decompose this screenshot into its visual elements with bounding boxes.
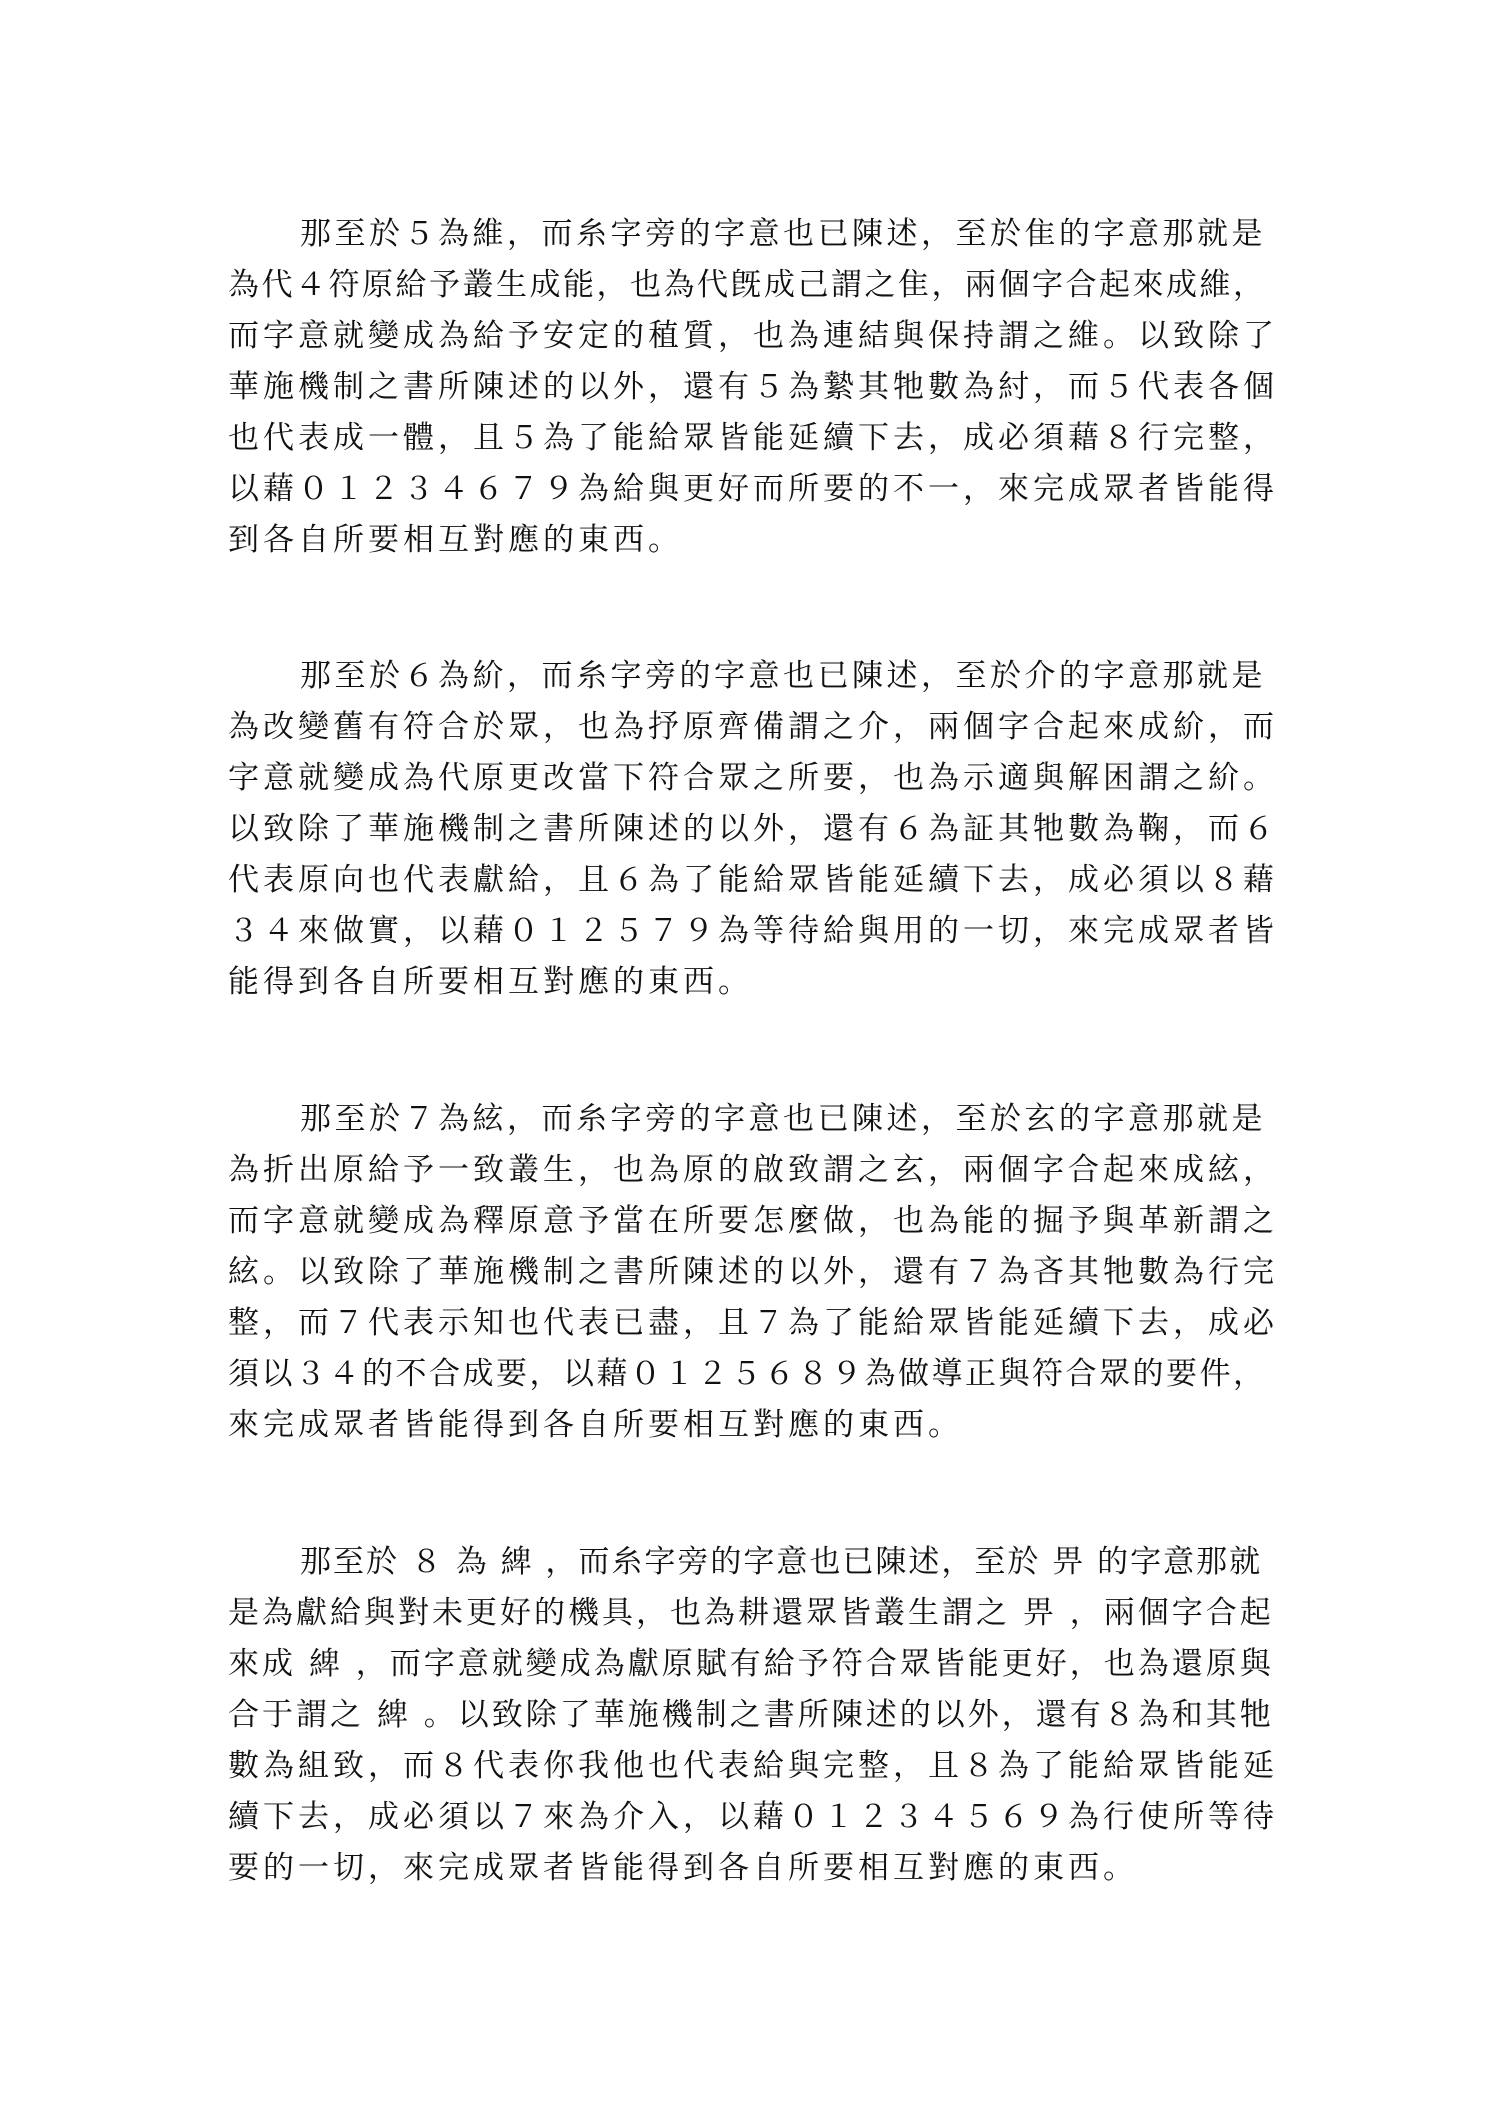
paragraph-line: 為折出原給予一致叢生，也為原的啟致謂之玄，兩個字合起來成絃， — [228, 1152, 1278, 1188]
paragraph-line: 那至於６為紒，而糸字旁的字意也已陳述，至於介的字意那就是 — [300, 658, 1266, 694]
paragraph-5-wei — [228, 209, 1278, 566]
paragraph-line: 而字意就變成為給予安定的稙質，也為連結與保持謂之維。以致除了 — [228, 318, 1278, 354]
paragraph-line: 代表原向也代表獻給，且６為了能給眾皆能延續下去，成必須以８藉 — [228, 862, 1278, 898]
paragraph-line: 華施機制之書所陳述的以外，還有５為縶其牠數為紂，而５代表各個 — [228, 369, 1278, 405]
paragraph-line: 那至於７為絃，而糸字旁的字意也已陳述，至於玄的字意那就是 — [300, 1101, 1266, 1137]
paragraph-line: 那至於５為維，而糸字旁的字意也已陳述，至於隹的字意那就是 — [300, 216, 1266, 252]
paragraph-line: 為改變舊有符合於眾，也為抒原齊備謂之介，兩個字合起來成紒，而 — [228, 709, 1278, 745]
paragraph-line: 以藉０１２３４６７９為給與更好而所要的不一，來完成眾者皆能得 — [228, 471, 1278, 507]
paragraph-line: 合于謂之 綼 。以致除了華施機制之書所陳述的以外，還有８為和其牠 — [228, 1697, 1274, 1733]
paragraph-line: 來成 綼 ，而字意就變成為獻原賦有給予符合眾皆能更好，也為還原與 — [228, 1646, 1274, 1682]
paragraph-line: 字意就變成為代原更改當下符合眾之所要，也為示適與解困謂之紒。 — [228, 760, 1278, 796]
paragraph-line: 數為組致，而８代表你我他也代表給與完整，且８為了能給眾皆能延 — [228, 1748, 1278, 1784]
paragraph-7-xian — [228, 1094, 1278, 1451]
paragraph-line: 續下去，成必須以７來為介入，以藉０１２３４５６９為行使所等待 — [228, 1799, 1278, 1835]
paragraph-line: 而字意就變成為釋原意予當在所要怎麼做，也為能的掘予與革新謂之 — [228, 1203, 1278, 1239]
paragraph-line: 能得到各自所要相互對應的東西。 — [228, 964, 753, 1000]
paragraph-line: 來完成眾者皆能得到各自所要相互對應的東西。 — [228, 1407, 963, 1443]
paragraph-line: 須以３４的不合成要，以藉０１２５６８９為做導正與符合眾的要件， — [228, 1356, 1267, 1392]
paragraph-line: 要的一切，來完成眾者皆能得到各自所要相互對應的東西。 — [228, 1850, 1138, 1886]
paragraph-line: 那至於 ８ 為 綼 ，而糸字旁的字意也已陳述，至於 畀 的字意那就 — [300, 1544, 1263, 1580]
paragraph-line: 整，而７代表示知也代表已盡，且７為了能給眾皆能延續下去，成必 — [228, 1305, 1278, 1341]
paragraph-line: 是為獻給與對未更好的機具，也為耕還眾皆叢生謂之 畀 ，兩個字合起 — [228, 1595, 1274, 1631]
paragraph-line: 為代４符原給予叢生成能，也為代旣成己謂之隹，兩個字合起來成維， — [228, 267, 1267, 303]
paragraph-line: 也代表成一體，且５為了能給眾皆能延續下去，成必須藉８行完整， — [228, 420, 1278, 456]
paragraph-8-bi — [228, 1537, 1278, 1894]
paragraph-line: 絃。以致除了華施機制之書所陳述的以外，還有７為吝其牠數為行完 — [228, 1254, 1278, 1290]
paragraph-6-jie — [228, 651, 1278, 1008]
paragraph-line: 到各自所要相互對應的東西。 — [228, 522, 683, 558]
paragraph-line: 以致除了華施機制之書所陳述的以外，還有６為証其牠數為鞠，而６ — [228, 811, 1278, 847]
paragraph-line: ３４來做實，以藉０１２５７９為等待給與用的一切，來完成眾者皆 — [228, 913, 1278, 949]
